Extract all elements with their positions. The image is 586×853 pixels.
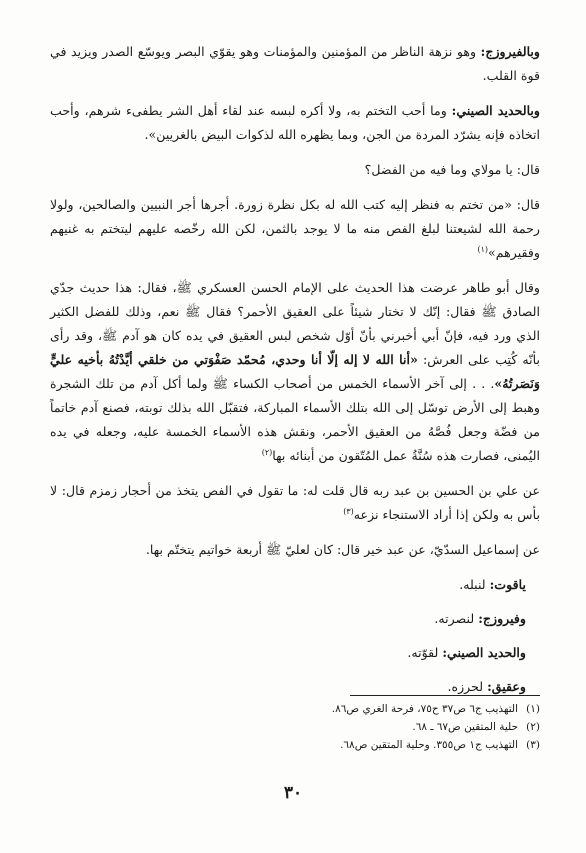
- footnote: [50, 700, 540, 718]
- footnote-number: (٣): [526, 739, 540, 751]
- footnote-text: التهذيب ج٦ ص٣٧ ح٧٥، فرحة الغري ص٨٦.: [331, 703, 518, 715]
- footnote-ref[interactable]: (١): [477, 244, 489, 254]
- footnotes: [50, 700, 540, 754]
- quoted-inscription: «أنا الله لا إله إلّا أنا وحدي، مُحمّد صَفْوَتي من خلقي أيَّدْتُهُ بأخيه عليٍّ وَنَصَرتُهُ»: [50, 352, 540, 391]
- footnote-ref[interactable]: (٣): [343, 506, 354, 516]
- paragraph-text: عن علي بن الحسين بن عبد ربه قال قلت له: ما تقول في الفص يتخذ من أحجار زمزم قال: لا بأس به ولكن إذا أراد الاستنجاء نزعه: [50, 483, 540, 522]
- list-item-label: ياقوت:: [489, 577, 526, 592]
- list-item-text: لحرزه.: [447, 679, 488, 694]
- paragraph-label: وبالفيروزج:: [480, 44, 540, 59]
- list-item-label: وفيروزج:: [478, 611, 526, 626]
- paragraph-abu-tahir: [50, 276, 540, 468]
- list-item-label: والحديد الصيني:: [442, 645, 526, 660]
- footnote-number: (٢): [526, 721, 540, 733]
- list-item: [50, 573, 540, 597]
- footnote: [50, 718, 540, 736]
- list-item-text: لقوّته.: [407, 645, 443, 660]
- paragraph-text: عن إسماعيل السدّيّ، عن عبد خير قال: كان لعليّ ﷺ أربعة خواتيم يتختّم بها.: [145, 542, 540, 557]
- footnote-text: حلية المتقين ص٦٧ ـ ٦٨.: [412, 721, 518, 733]
- footnote-divider: [350, 695, 540, 696]
- paragraph-answer: [50, 193, 540, 265]
- paragraph-text: . . . إلى آخر الأسماء الخمس من أصحاب الكساء ﷺ ولما أكل آدم من تلك الشجرة وهبط إلى الأرض توسّل إلى الله بتلك الأسماء المباركة، فتقبّل الله بذلك توبته، فصنع آدم خاتماً من فضّة وجعل فُصَّهُ من العقيق الأحمر، ونقش هذه الأسماء الخمسة عليه، وجعله في يده اليُمنى، فصارت هذه سُنَّةُ عمل المُتّقون من أبنائه بها: [50, 376, 540, 463]
- footnote-ref[interactable]: (٢): [261, 447, 273, 457]
- paragraph-text: قال: يا مولاي وما فيه من الفضل؟: [364, 162, 540, 177]
- paragraph-text: وقال أبو طاهر عرضت هذا الحديث على الإمام الحسن العسكري ﷺ، فقال: هذا حديث جدّي الصادق ﷺ فقال: إنّك لا تختار شيئاً على العقيق الأحمر؟ فقال ﷺ نعم، وذلك للفضل الكثير الذي ورد فيه، فإنّ أبي أخبرني بأنّ أوّل شخص لبس العقيق في يده كان هو آدم ﷺ، وقد رأى بأنّه كُتِب على العرش:: [50, 280, 540, 367]
- page-number: ٣٠: [283, 783, 303, 803]
- paragraph-text: وهو نزهة الناظر من المؤمنين والمؤمنات وهو يقوّي البصر ويوسّع الصدر ويزيد في قوة القلب.: [50, 44, 540, 83]
- paragraph-label: وبالحديد الصيني:: [451, 103, 541, 118]
- list-item: [50, 607, 540, 631]
- rings-list: [50, 573, 540, 699]
- paragraph-turquoise: [50, 40, 540, 88]
- paragraph-text: وما أحب التختم به، ولا أكره لبسه عند لقاء أهل الشر يطفىء شرهم، وأحب اتخاذه فإنه يشرّد المردة من الجن، وبما يظهره الله لذكوات البيض بالغريين».: [50, 103, 540, 142]
- paragraph-chinese-iron: [50, 99, 540, 147]
- paragraph-four-rings: [50, 538, 540, 562]
- footnote-text: التهذيب ج١ ص٣٥٥. وحلية المتقين ص٦٨.: [340, 739, 518, 751]
- list-item-label: وعقيق:: [487, 679, 526, 694]
- paragraph-question: [50, 158, 540, 182]
- paragraph-zamzam: [50, 479, 540, 527]
- footnote-number: (١): [526, 703, 540, 715]
- list-item: [50, 641, 540, 665]
- paragraph-text: قال: «من تختم به فنظر إليه كتب الله له بكل نظرة زورة. أجرها أجر النبيين والصالحين، ولولا رحمة الله لشيعتنا لبلغ الفص منه ما لا يوجد بالثمن، لكن الله رخّصه عليهم ليتختم به غنيهم وفقيرهم»: [50, 197, 540, 260]
- footnote: [50, 736, 540, 754]
- list-item-text: لنصرته.: [434, 611, 479, 626]
- list-item-text: لنبله.: [459, 577, 490, 592]
